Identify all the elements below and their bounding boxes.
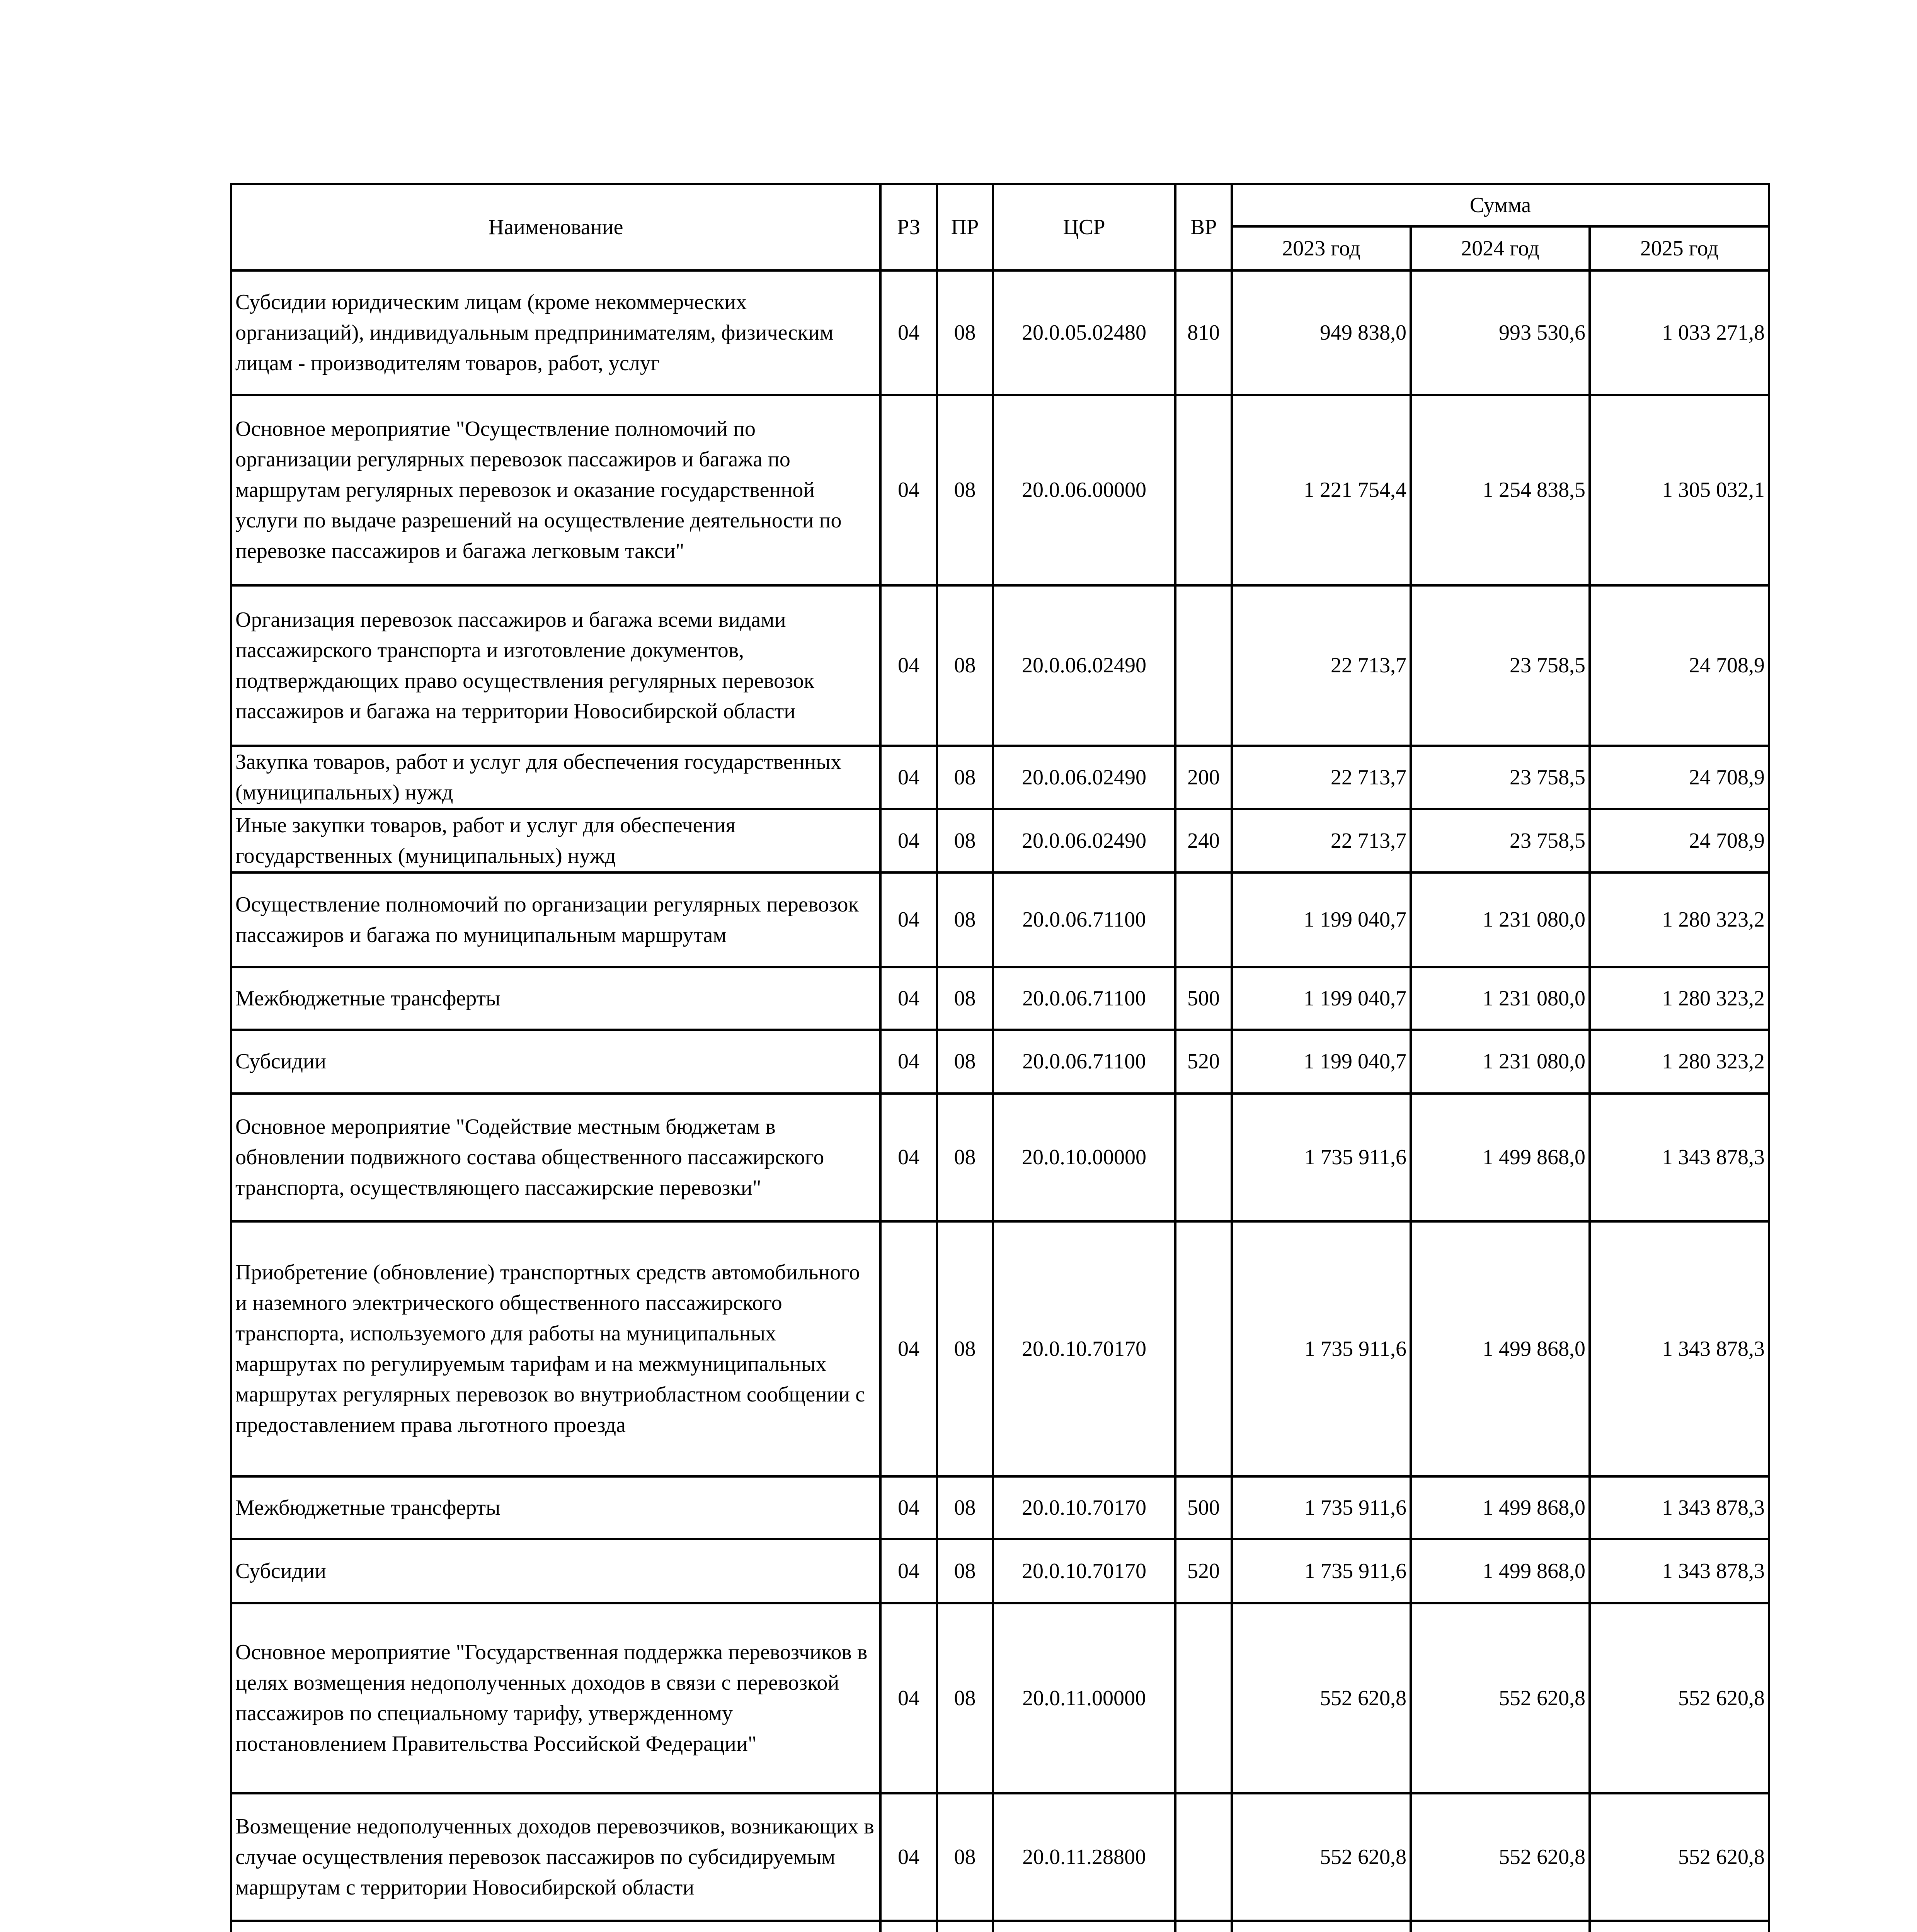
col-header-vr: ВР bbox=[1175, 184, 1232, 270]
row-csr: 20.0.10.70170 bbox=[993, 1539, 1175, 1603]
row-csr: 20.0.06.02490 bbox=[993, 809, 1175, 872]
row-pr: 08 bbox=[937, 872, 993, 967]
row-rz: 04 bbox=[880, 270, 937, 395]
row-pr: 08 bbox=[937, 270, 993, 395]
row-name: Субсидии юридическим лицам (кроме некоммерческих организаций), индивидуальным предпринимателям, физическим лицам - производителям товаров, работ, услуг bbox=[231, 270, 880, 395]
table-row bbox=[231, 967, 1769, 1030]
row-sum-2025: 1 280 323,2 bbox=[1590, 872, 1769, 967]
row-sum-2024: 1 231 080,0 bbox=[1411, 1030, 1590, 1094]
row-vr: 520 bbox=[1175, 1030, 1232, 1094]
row-name: Осуществление полномочий по организации регулярных перевозок пассажиров и багажа по муниципальным маршрутам bbox=[231, 872, 880, 967]
row-csr: 20.0.05.02480 bbox=[993, 270, 1175, 395]
col-header-pr: ПР bbox=[937, 184, 993, 270]
row-sum-2023: 1 221 754,4 bbox=[1232, 395, 1411, 585]
row-sum-2024: 1 499 868,0 bbox=[1411, 1476, 1590, 1539]
table-row bbox=[231, 1539, 1769, 1603]
row-vr: 200 bbox=[1175, 746, 1232, 809]
row-name: Основное мероприятие "Осуществление полномочий по организации регулярных перевозок пассажиров и багажа по маршрутам регулярных перевозок и оказание государственной услуги по выдаче разрешений на осуществление деятельности по перевозке пассажиров и багажа легковым такси" bbox=[231, 395, 880, 585]
row-vr: 810 bbox=[1175, 270, 1232, 395]
row-pr: 08 bbox=[937, 967, 993, 1030]
row-csr: 20.0.06.71100 bbox=[993, 872, 1175, 967]
row-sum-2023: 1 199 040,7 bbox=[1232, 967, 1411, 1030]
row-sum-2025: 1 033 271,8 bbox=[1590, 270, 1769, 395]
col-header-name: Наименование bbox=[231, 184, 880, 270]
col-header-2023: 2023 год bbox=[1232, 226, 1411, 270]
row-pr: 08 bbox=[937, 746, 993, 809]
row-rz: 04 bbox=[880, 809, 937, 872]
row-name: Закупка товаров, работ и услуг для обеспечения государственных (муниципальных) нужд bbox=[231, 746, 880, 809]
budget-table bbox=[230, 183, 1770, 1932]
row-sum-2023: 1 735 911,6 bbox=[1232, 1094, 1411, 1221]
table-row bbox=[231, 1793, 1769, 1921]
row-name: Возмещение недополученных доходов перевозчиков, возникающих в случае осуществления перевозок пассажиров по субсидируемым маршрутам с территории Новосибирской области bbox=[231, 1793, 880, 1921]
row-sum-2024: 23 758,5 bbox=[1411, 809, 1590, 872]
row-name: Иные закупки товаров, работ и услуг для обеспечения государственных (муниципальных) нужд bbox=[231, 809, 880, 872]
row-sum-2023: 949 838,0 bbox=[1232, 270, 1411, 395]
row-sum-2025: 1 343 878,3 bbox=[1590, 1476, 1769, 1539]
row-sum-2024: 552 620,8 bbox=[1411, 1603, 1590, 1793]
row-sum-2025: 1 305 032,1 bbox=[1590, 395, 1769, 585]
row-pr: 08 bbox=[937, 395, 993, 585]
row-sum-2023: 552 620,8 bbox=[1232, 1793, 1411, 1921]
row-sum-2024: 23 758,5 bbox=[1411, 746, 1590, 809]
row-vr bbox=[1175, 1221, 1232, 1476]
row-rz: 04 bbox=[880, 1603, 937, 1793]
table-row bbox=[231, 1603, 1769, 1793]
row-sum-2024: 1 499 868,0 bbox=[1411, 1539, 1590, 1603]
row-name: Приобретение (обновление) транспортных средств автомобильного и наземного электрического общественного пассажирского транспорта, используемого для работы на муниципальных маршрутах по регулируемым тарифам и на межмуниципальных маршрутах регулярных перевозок во внутриобластном сообщении с предоставлением права льготного проезда bbox=[231, 1221, 880, 1476]
row-sum-2025: 24 708,9 bbox=[1590, 585, 1769, 746]
row-rz: 04 bbox=[880, 1094, 937, 1221]
row-sum-2023: 22 713,7 bbox=[1232, 585, 1411, 746]
row-vr bbox=[1175, 585, 1232, 746]
row-name: Организация перевозок пассажиров и багажа всеми видами пассажирского транспорта и изготовление документов, подтверждающих право осуществления регулярных перевозок пассажиров и багажа на территории Новосибирской области bbox=[231, 585, 880, 746]
col-header-sum: Сумма bbox=[1232, 184, 1769, 226]
row-csr: 20.0.10.00000 bbox=[993, 1094, 1175, 1221]
row-csr: 20.0.11.28800 bbox=[993, 1793, 1175, 1921]
row-sum-2023: 1 735 911,6 bbox=[1232, 1476, 1411, 1539]
table-row bbox=[231, 872, 1769, 967]
row-rz: 04 bbox=[880, 395, 937, 585]
row-rz: 04 bbox=[880, 746, 937, 809]
row-vr bbox=[1175, 1603, 1232, 1793]
row-vr: 500 bbox=[1175, 1476, 1232, 1539]
row-sum-2023: 22 713,7 bbox=[1232, 746, 1411, 809]
row-rz: 04 bbox=[880, 1476, 937, 1539]
row-sum-2025: 552 620,8 bbox=[1590, 1793, 1769, 1921]
row-csr: 20.0.06.02490 bbox=[993, 746, 1175, 809]
table-header bbox=[231, 184, 1769, 270]
row-name: Субсидии bbox=[231, 1030, 880, 1094]
table-row bbox=[231, 1921, 1769, 1932]
row-sum-2023: 1 735 911,6 bbox=[1232, 1221, 1411, 1476]
table-row bbox=[231, 395, 1769, 585]
row-vr bbox=[1175, 1921, 1232, 1932]
table-row bbox=[231, 1094, 1769, 1221]
row-csr: 20.0.06.71100 bbox=[993, 967, 1175, 1030]
row-pr: 08 bbox=[937, 1603, 993, 1793]
row-sum-2023: 1 735 911,6 bbox=[1232, 1539, 1411, 1603]
row-sum-2023: 552 620,8 bbox=[1232, 1603, 1411, 1793]
row-pr: 08 bbox=[937, 1539, 993, 1603]
row-vr: 520 bbox=[1175, 1539, 1232, 1603]
row-sum-2024: 23 758,5 bbox=[1411, 585, 1590, 746]
row-sum-2023: 1 199 040,7 bbox=[1232, 872, 1411, 967]
row-name: Межбюджетные трансферты bbox=[231, 967, 880, 1030]
row-pr: 08 bbox=[937, 585, 993, 746]
row-sum-2024: 993 530,6 bbox=[1411, 270, 1590, 395]
row-sum-2025: 1 343 878,3 bbox=[1590, 1221, 1769, 1476]
row-vr bbox=[1175, 395, 1232, 585]
table-row bbox=[231, 809, 1769, 872]
row-sum-2023: 22 713,7 bbox=[1232, 809, 1411, 872]
table-body bbox=[231, 270, 1769, 1932]
row-sum-2025 bbox=[1590, 1921, 1769, 1932]
row-sum-2025: 1 343 878,3 bbox=[1590, 1539, 1769, 1603]
row-name bbox=[231, 1921, 880, 1932]
row-csr: 20.0.10.70170 bbox=[993, 1476, 1175, 1539]
row-rz: 04 bbox=[880, 1793, 937, 1921]
row-pr: 08 bbox=[937, 1793, 993, 1921]
row-rz: 04 bbox=[880, 967, 937, 1030]
row-sum-2025: 24 708,9 bbox=[1590, 746, 1769, 809]
row-sum-2024: 1 231 080,0 bbox=[1411, 967, 1590, 1030]
table-row bbox=[231, 746, 1769, 809]
row-rz: 04 bbox=[880, 1030, 937, 1094]
row-csr: 20.0.06.02490 bbox=[993, 585, 1175, 746]
row-pr: 08 bbox=[937, 1094, 993, 1221]
row-rz: 04 bbox=[880, 1539, 937, 1603]
row-pr: 08 bbox=[937, 809, 993, 872]
row-sum-2023 bbox=[1232, 1921, 1411, 1932]
col-header-csr: ЦСР bbox=[993, 184, 1175, 270]
table-row bbox=[231, 270, 1769, 395]
row-rz: 04 bbox=[880, 585, 937, 746]
row-rz bbox=[880, 1921, 937, 1932]
row-csr: 20.0.11.00000 bbox=[993, 1603, 1175, 1793]
row-sum-2025: 1 343 878,3 bbox=[1590, 1094, 1769, 1221]
row-name: Межбюджетные трансферты bbox=[231, 1476, 880, 1539]
row-vr bbox=[1175, 1094, 1232, 1221]
row-rz: 04 bbox=[880, 872, 937, 967]
row-name: Субсидии bbox=[231, 1539, 880, 1603]
col-header-rz: РЗ bbox=[880, 184, 937, 270]
row-sum-2024: 1 499 868,0 bbox=[1411, 1221, 1590, 1476]
row-sum-2024: 1 499 868,0 bbox=[1411, 1094, 1590, 1221]
row-csr: 20.0.06.71100 bbox=[993, 1030, 1175, 1094]
col-header-2025: 2025 год bbox=[1590, 226, 1769, 270]
row-pr: 08 bbox=[937, 1030, 993, 1094]
row-vr: 500 bbox=[1175, 967, 1232, 1030]
row-sum-2025: 552 620,8 bbox=[1590, 1603, 1769, 1793]
row-sum-2024: 1 231 080,0 bbox=[1411, 872, 1590, 967]
table-row bbox=[231, 1221, 1769, 1476]
row-sum-2024: 552 620,8 bbox=[1411, 1793, 1590, 1921]
row-rz: 04 bbox=[880, 1221, 937, 1476]
row-sum-2025: 1 280 323,2 bbox=[1590, 967, 1769, 1030]
row-pr: 08 bbox=[937, 1476, 993, 1539]
row-csr: 20.0.06.00000 bbox=[993, 395, 1175, 585]
row-sum-2024 bbox=[1411, 1921, 1590, 1932]
table-row bbox=[231, 1030, 1769, 1094]
table-row bbox=[231, 585, 1769, 746]
row-pr bbox=[937, 1921, 993, 1932]
row-csr bbox=[993, 1921, 1175, 1932]
col-header-2024: 2024 год bbox=[1411, 226, 1590, 270]
row-pr: 08 bbox=[937, 1221, 993, 1476]
row-sum-2025: 1 280 323,2 bbox=[1590, 1030, 1769, 1094]
row-vr bbox=[1175, 1793, 1232, 1921]
table-row bbox=[231, 1476, 1769, 1539]
row-vr bbox=[1175, 872, 1232, 967]
row-csr: 20.0.10.70170 bbox=[993, 1221, 1175, 1476]
row-sum-2025: 24 708,9 bbox=[1590, 809, 1769, 872]
row-sum-2024: 1 254 838,5 bbox=[1411, 395, 1590, 585]
row-vr: 240 bbox=[1175, 809, 1232, 872]
row-name: Основное мероприятие "Содействие местным бюджетам в обновлении подвижного состава общественного пассажирского транспорта, осуществляющего пассажирские перевозки" bbox=[231, 1094, 880, 1221]
row-sum-2023: 1 199 040,7 bbox=[1232, 1030, 1411, 1094]
row-name: Основное мероприятие "Государственная поддержка перевозчиков в целях возмещения недополученных доходов в связи с перевозкой пассажиров по специальному тарифу, утвержденному постановлением Правительства Российской Федерации" bbox=[231, 1603, 880, 1793]
